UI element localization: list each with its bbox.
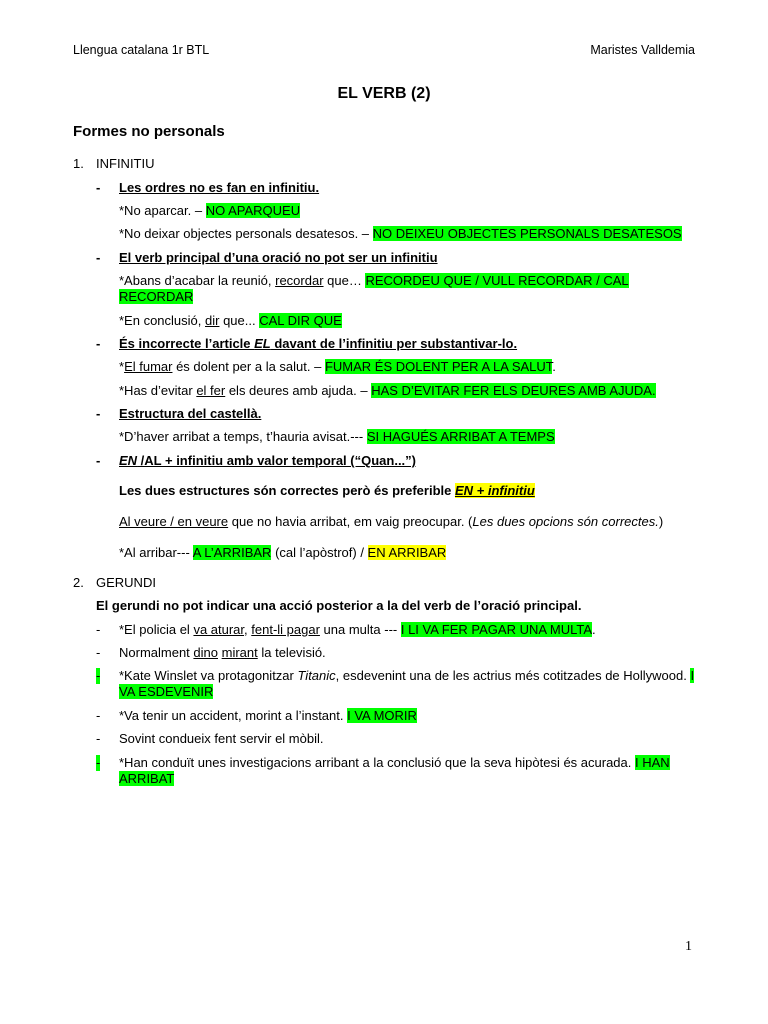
- note-text: Les dues estructures són correctes però és preferible: [119, 483, 455, 498]
- example-text: Sovint condueix fent servir el mòbil.: [119, 731, 324, 746]
- bullet-dash: -: [96, 755, 101, 770]
- underlined-word: dino: [193, 645, 218, 660]
- example-text: .: [592, 622, 596, 637]
- example-text: ): [658, 514, 664, 529]
- answer-highlight: I: [690, 668, 695, 683]
- underlined-word: recordar: [275, 273, 324, 288]
- example-text: *Kate Winslet va protagonitzar: [119, 668, 298, 683]
- answer-highlight: I VA MORIR: [347, 708, 417, 723]
- rule-text: És incorrecte l’article: [119, 336, 255, 351]
- example-text: ,: [244, 622, 252, 637]
- rule-text: Estructura del castellà.: [119, 406, 262, 421]
- example-text: *Al arribar---: [119, 545, 193, 560]
- rule-text: /AL + infinitiu amb valor temporal (“Quan...”): [137, 453, 416, 468]
- section-heading: INFINITIU: [96, 156, 155, 171]
- example-text: *No deixar objectes personals desatesos. –: [119, 226, 373, 241]
- answer-highlight: NO DEIXEU OBJECTES PERSONALS DESATESOS: [372, 226, 682, 241]
- example-text: és dolent per a la salut. –: [172, 359, 325, 374]
- page-title: EL VERB (2): [337, 85, 431, 102]
- example-text: .: [552, 359, 556, 374]
- example-text: Normalment: [119, 645, 194, 660]
- underlined-word: el fer: [196, 383, 226, 398]
- underlined-word: Al veure / en veure: [119, 514, 229, 529]
- example-text: *No aparcar. –: [119, 203, 206, 218]
- example-text: una multa ---: [319, 622, 401, 637]
- bullet-dash: -: [96, 180, 101, 195]
- list-number: 2.: [73, 575, 84, 590]
- bullet-dash: -: [96, 645, 101, 660]
- example-text: *En conclusió,: [119, 313, 205, 328]
- section-heading: GERUNDI: [96, 575, 156, 590]
- bullet-dash: -: [96, 406, 101, 421]
- bullet-dash: -: [96, 731, 101, 746]
- page-number: 1: [685, 939, 692, 954]
- answer-highlight: I LI VA FER PAGAR UNA MULTA: [400, 622, 593, 637]
- underlined-word: fent-li pagar: [251, 622, 320, 637]
- italic-title: Titanic: [297, 668, 336, 683]
- example-text: *Han conduït unes investigacions arribant a la conclusió que la seva hipòtesi és acurada.: [119, 755, 635, 770]
- example-text: *: [119, 359, 125, 374]
- example-text: , esdevenint una de les actrius més cotitzades de Hollywood.: [335, 668, 691, 683]
- answer-highlight: RECORDEU QUE / VULL RECORDAR / CAL: [365, 273, 629, 288]
- bullet-dash: -: [96, 668, 101, 683]
- list-number: 1.: [73, 156, 84, 171]
- underlined-word: El fumar: [124, 359, 173, 374]
- answer-highlight: NO APARQUEU: [205, 203, 301, 218]
- bullet-dash: -: [96, 622, 101, 637]
- rule-text: davant de l’infinitiu per substantivar-lo.: [270, 336, 518, 351]
- preferred-highlight: EN + infinitiu: [454, 483, 535, 498]
- section-subtitle: Formes no personals: [73, 123, 225, 140]
- example-text: *Va tenir un accident, morint a l’instant.: [119, 708, 348, 723]
- rule-text: El verb principal d’una oració no pot ser un infinitiu: [119, 250, 438, 265]
- underlined-word: dir: [205, 313, 220, 328]
- rule-emphasis: EL: [254, 336, 271, 351]
- preferred-highlight: EN ARRIBAR: [367, 545, 447, 560]
- example-text: *Has d’evitar: [119, 383, 197, 398]
- underlined-word: va aturar: [193, 622, 245, 637]
- answer-highlight: SI HAGUÉS ARRIBAT A TEMPS: [366, 429, 555, 444]
- bullet-dash: -: [96, 336, 101, 351]
- example-text: que…: [323, 273, 366, 288]
- example-text: *El policia el: [119, 622, 194, 637]
- example-text: els deures amb ajuda. –: [225, 383, 372, 398]
- bullet-dash: -: [96, 250, 101, 265]
- example-text: que...: [219, 313, 260, 328]
- example-text: la televisió.: [257, 645, 326, 660]
- example-text: (cal l’apòstrof) /: [271, 545, 368, 560]
- answer-highlight: RECORDAR: [119, 289, 194, 304]
- underlined-word: mirant: [221, 645, 258, 660]
- italic-note: Les dues opcions són correctes.: [472, 514, 659, 529]
- header-left: Llengua catalana 1r BTL: [73, 43, 210, 57]
- answer-highlight: HAS D’EVITAR FER ELS DEURES AMB AJUDA.: [371, 383, 656, 398]
- answer-highlight: CAL DIR QUE: [259, 313, 342, 328]
- bullet-dash: -: [96, 453, 101, 468]
- answer-highlight: VA ESDEVENIR: [119, 684, 214, 699]
- answer-highlight: ARRIBAT: [119, 771, 175, 786]
- example-text: *D’haver arribat a temps, t’hauria avisat.---: [119, 429, 367, 444]
- example-text: *Abans d’acabar la reunió,: [119, 273, 276, 288]
- header-right: Maristes Valldemia: [590, 43, 695, 57]
- rule-text: Les ordres no es fan en infinitiu.: [119, 180, 320, 195]
- example-text: que no havia arribat, em vaig preocupar. (: [228, 514, 473, 529]
- answer-highlight: FUMAR ÉS DOLENT PER A LA SALUT: [324, 359, 553, 374]
- rule-emphasis: EN: [119, 453, 138, 468]
- answer-highlight: I HAN: [634, 755, 670, 770]
- answer-highlight: A L’ARRIBAR: [192, 545, 272, 560]
- bullet-dash: -: [96, 708, 101, 723]
- rule-text: El gerundi no pot indicar una acció posterior a la del verb de l’oració principal.: [96, 598, 582, 613]
